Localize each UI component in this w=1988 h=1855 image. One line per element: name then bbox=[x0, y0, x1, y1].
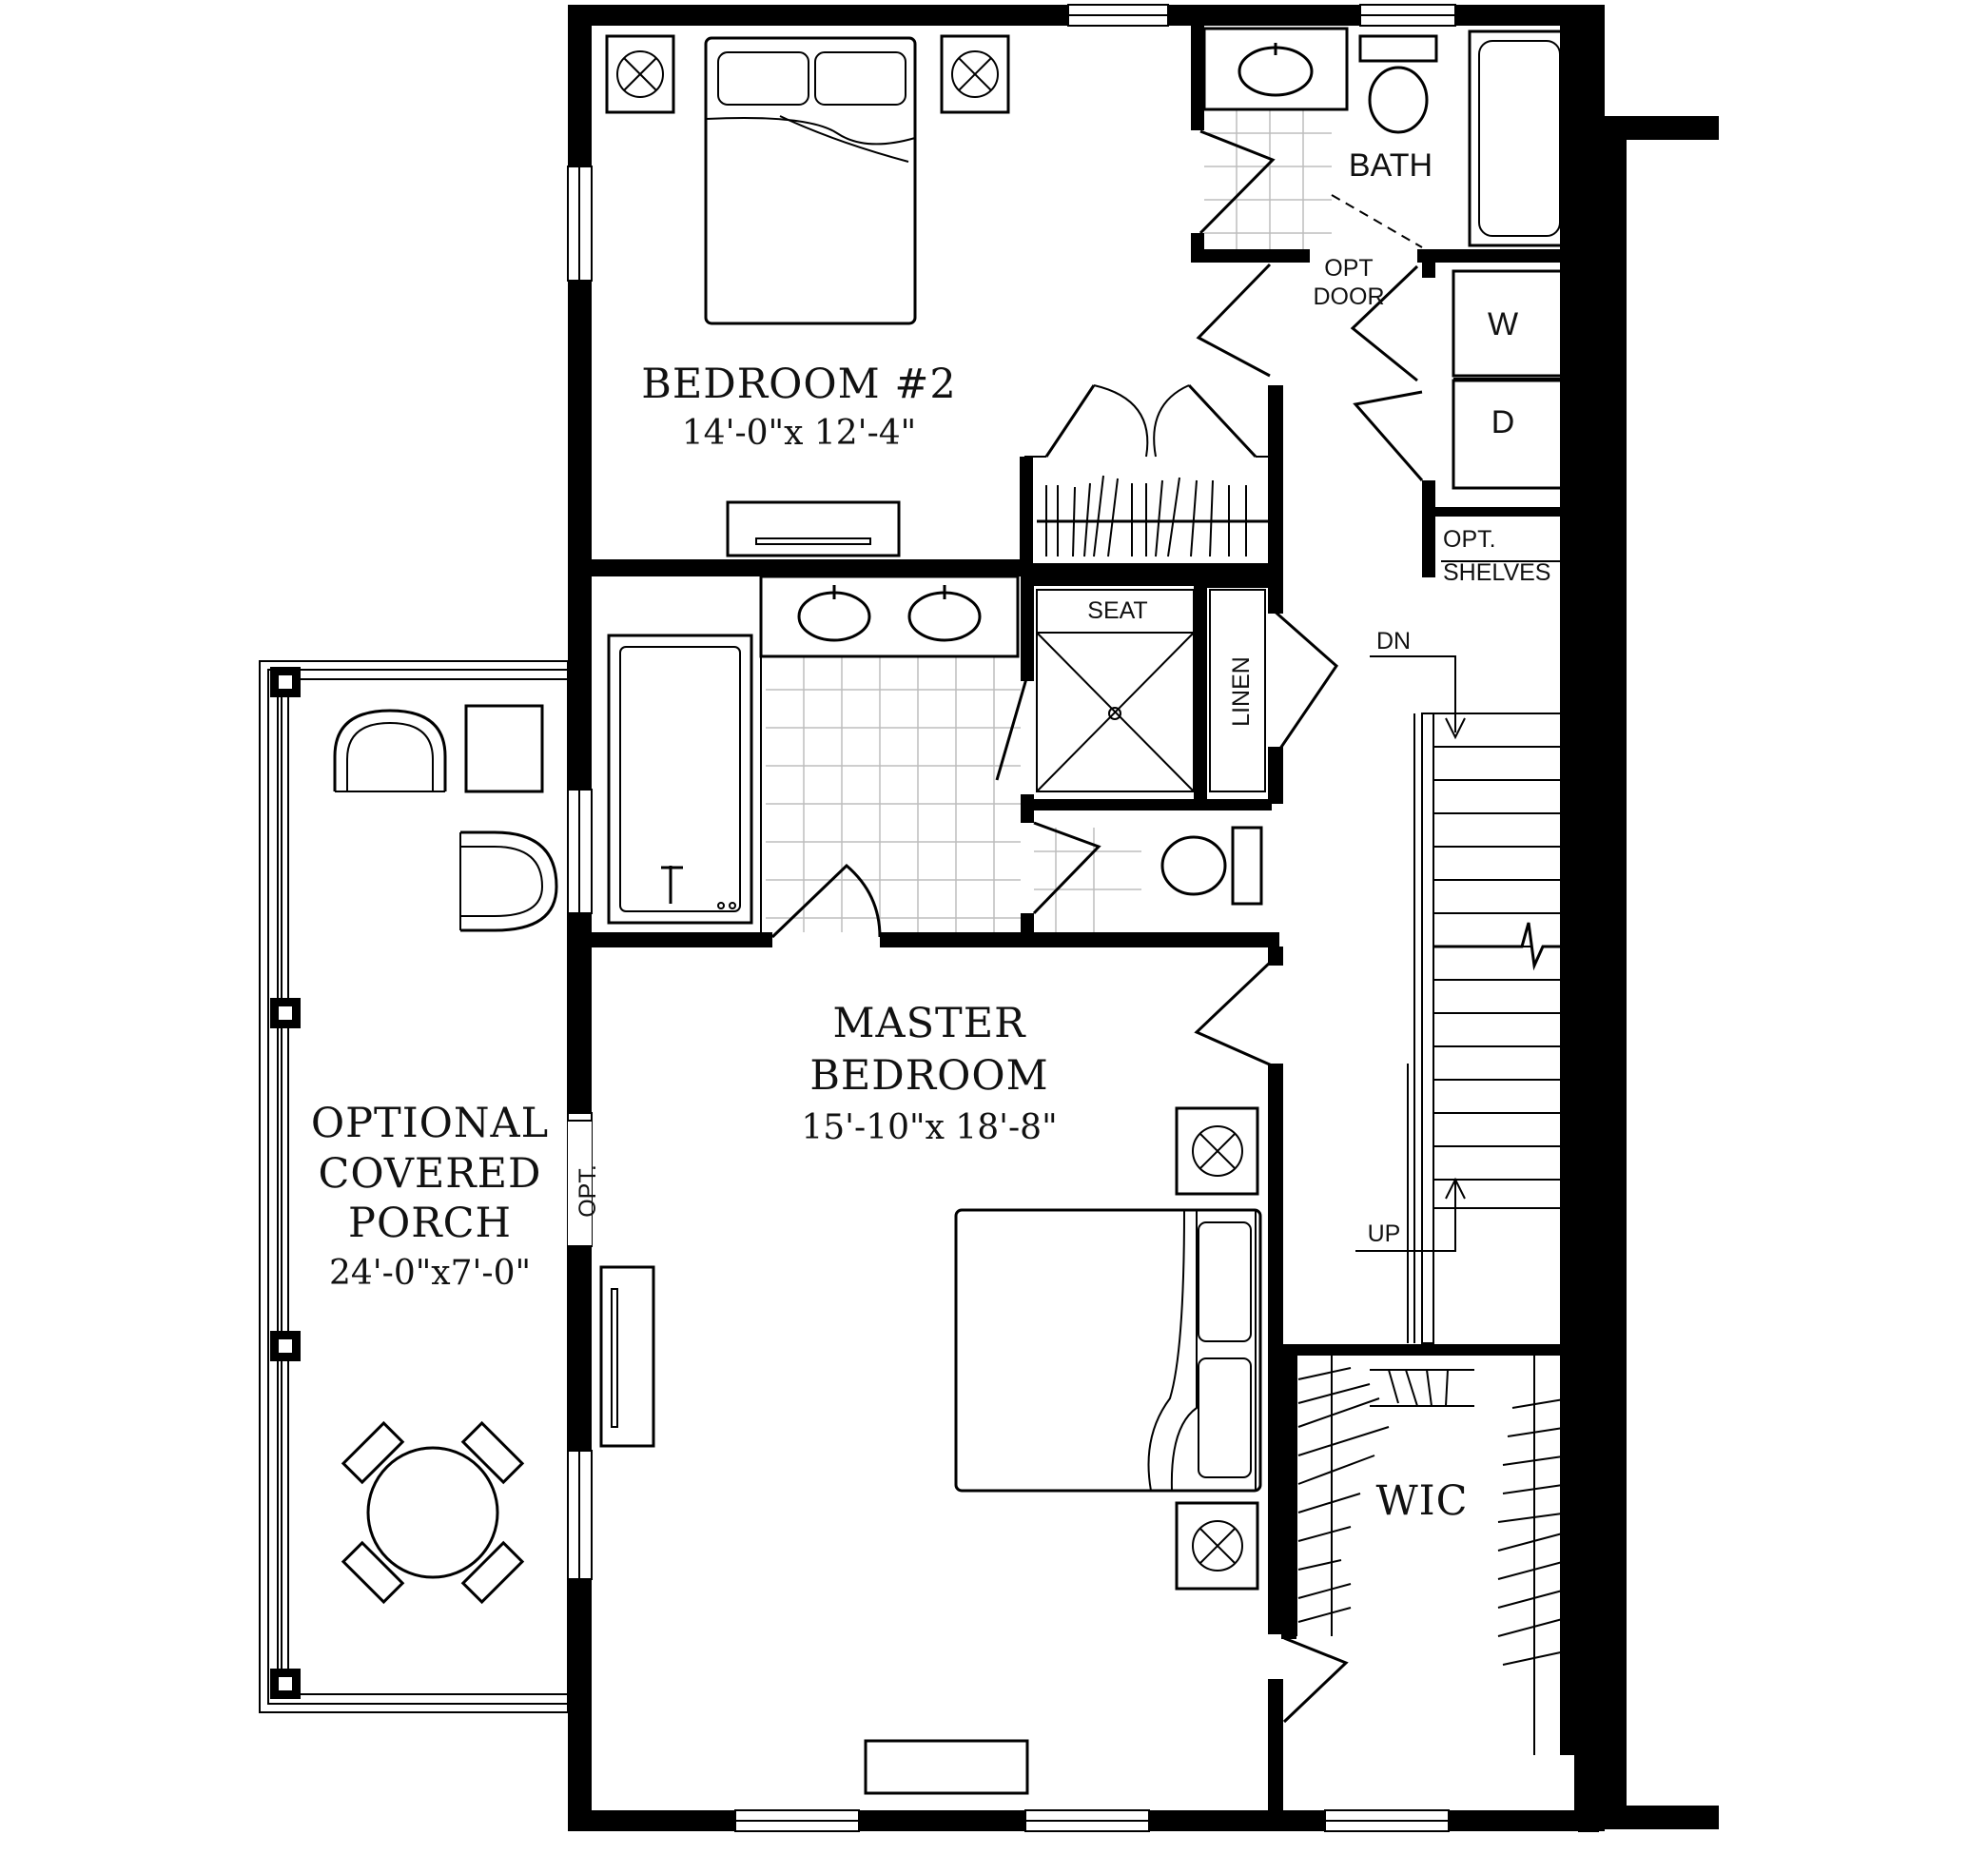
master-bed bbox=[956, 1210, 1260, 1491]
master-bedroom-dimensions: 15'-10"x 18'-8" bbox=[801, 1108, 1058, 1147]
bed bbox=[706, 38, 915, 323]
dryer-label: D bbox=[1491, 404, 1515, 440]
master-bathtub bbox=[609, 635, 751, 923]
bathtub bbox=[1470, 31, 1569, 245]
double-vanity bbox=[761, 576, 1018, 656]
bedroom-2-label: BEDROOM #2 bbox=[641, 361, 957, 408]
porch-label-1: OPTIONAL bbox=[310, 1100, 550, 1147]
wic-label: WIC bbox=[1375, 1477, 1469, 1525]
porch-side-table bbox=[466, 706, 542, 791]
porch-armchair bbox=[335, 711, 445, 791]
vanity-sink bbox=[1204, 29, 1347, 109]
seat-label: SEAT bbox=[1087, 597, 1148, 624]
porch-column bbox=[270, 1669, 301, 1699]
porch-label-2: COVERED bbox=[318, 1150, 542, 1198]
opt-door-label-2: DOOR bbox=[1313, 283, 1385, 310]
opt-door-line bbox=[1332, 195, 1422, 247]
master-bedroom-door[interactable] bbox=[1197, 961, 1272, 1065]
master-bedroom-label-1: MASTER bbox=[832, 1000, 1026, 1047]
opt-door-label-1: OPT bbox=[1324, 255, 1374, 282]
walk-in-closet bbox=[1296, 1356, 1569, 1755]
master-bedroom-label-2: BEDROOM bbox=[809, 1052, 1049, 1100]
dn-arrow bbox=[1370, 656, 1465, 737]
porch-label-3: PORCH bbox=[348, 1200, 512, 1247]
bath-label: BATH bbox=[1348, 147, 1433, 184]
wic-door[interactable] bbox=[1284, 1638, 1346, 1722]
toilet bbox=[1360, 36, 1436, 132]
porch-chair bbox=[460, 832, 556, 930]
linen-label: LINEN bbox=[1228, 656, 1255, 727]
laundry bbox=[1355, 271, 1569, 561]
opt-shelves-label-1: OPT. bbox=[1443, 526, 1496, 553]
washer-label: W bbox=[1487, 306, 1519, 342]
master-dresser bbox=[601, 1267, 653, 1446]
porch-dining-set bbox=[294, 1374, 571, 1650]
water-closet-door[interactable] bbox=[1034, 823, 1099, 913]
porch-dimensions: 24'-0"x7'-0" bbox=[328, 1254, 532, 1293]
dn-label: DN bbox=[1375, 628, 1412, 654]
porch-column bbox=[270, 667, 301, 697]
master-bath bbox=[609, 576, 1336, 937]
bedroom-2-closet bbox=[1024, 385, 1272, 556]
opt-label: OPT. bbox=[575, 1164, 601, 1218]
master-bath-door[interactable] bbox=[772, 866, 880, 937]
walls bbox=[568, 5, 1719, 1831]
up-label: UP bbox=[1367, 1220, 1401, 1247]
opt-shelves-label-2: SHELVES bbox=[1443, 559, 1551, 586]
bedroom-2-door[interactable] bbox=[1199, 257, 1270, 376]
bedroom-2-furniture bbox=[607, 36, 1272, 556]
bedroom-2-dimensions: 14'-0"x 12'-4" bbox=[681, 414, 917, 453]
porch-column bbox=[270, 1331, 301, 1361]
room-labels bbox=[311, 147, 1551, 1525]
tv-console bbox=[866, 1741, 1027, 1793]
dresser bbox=[728, 502, 899, 556]
water-closet bbox=[1162, 828, 1261, 904]
porch-column bbox=[270, 998, 301, 1028]
